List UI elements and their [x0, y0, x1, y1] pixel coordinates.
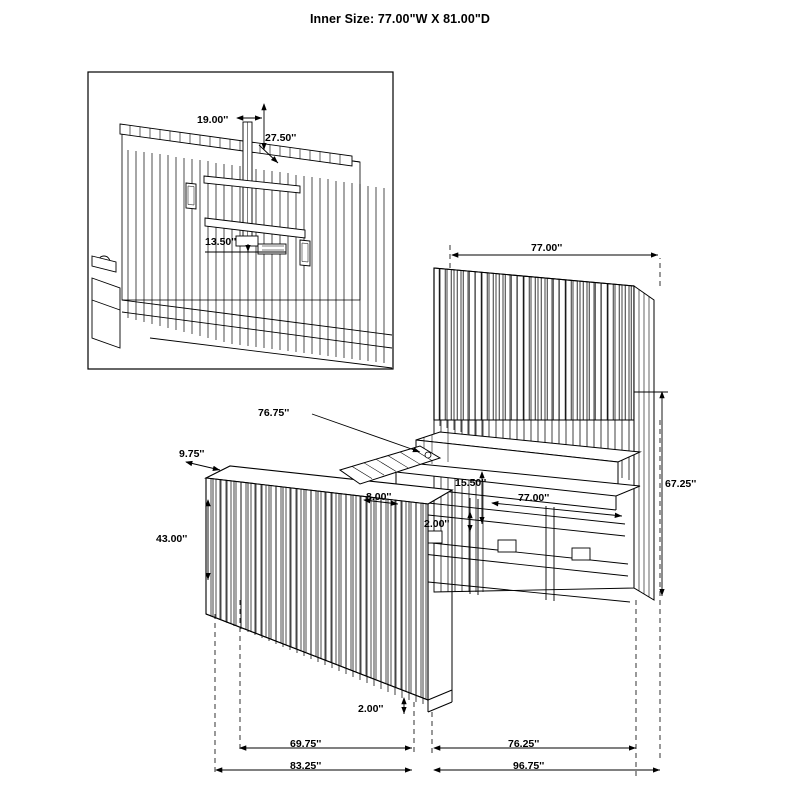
dim-footboard-overall-length: 83.25''	[290, 760, 322, 772]
dim-headboard-height: 67.25''	[665, 478, 697, 490]
dim-slat-offset: 8.00''	[366, 491, 392, 503]
dim-overall-length: 96.75''	[513, 760, 545, 772]
dim-detail-19: 19.00''	[197, 114, 229, 126]
dim-detail-27-5: 27.50''	[265, 132, 297, 144]
dim-footboard-height: 43.00''	[156, 533, 188, 545]
dim-footboard-side-length: 69.75''	[290, 738, 322, 750]
detail-inset-frame	[88, 72, 393, 369]
dim-slat-spacing: 15.50''	[455, 477, 487, 489]
dim-side-rail-length: 76.25''	[508, 738, 540, 750]
dim-floor-clearance: 2.00''	[358, 703, 384, 715]
dim-detail-13-5: 13.50''	[205, 236, 237, 248]
dim-headboard-width: 77.00''	[531, 242, 563, 254]
page-title: Inner Size: 77.00"W X 81.00"D	[309, 12, 491, 26]
footboard	[206, 466, 452, 712]
dim-footboard-thickness: 9.75''	[179, 448, 205, 460]
dim-rail-length: 76.75''	[258, 407, 290, 419]
dim-center-support: 2.00''	[424, 518, 450, 530]
dim-inner-width: 77.00''	[518, 492, 550, 504]
headboard	[434, 268, 654, 600]
